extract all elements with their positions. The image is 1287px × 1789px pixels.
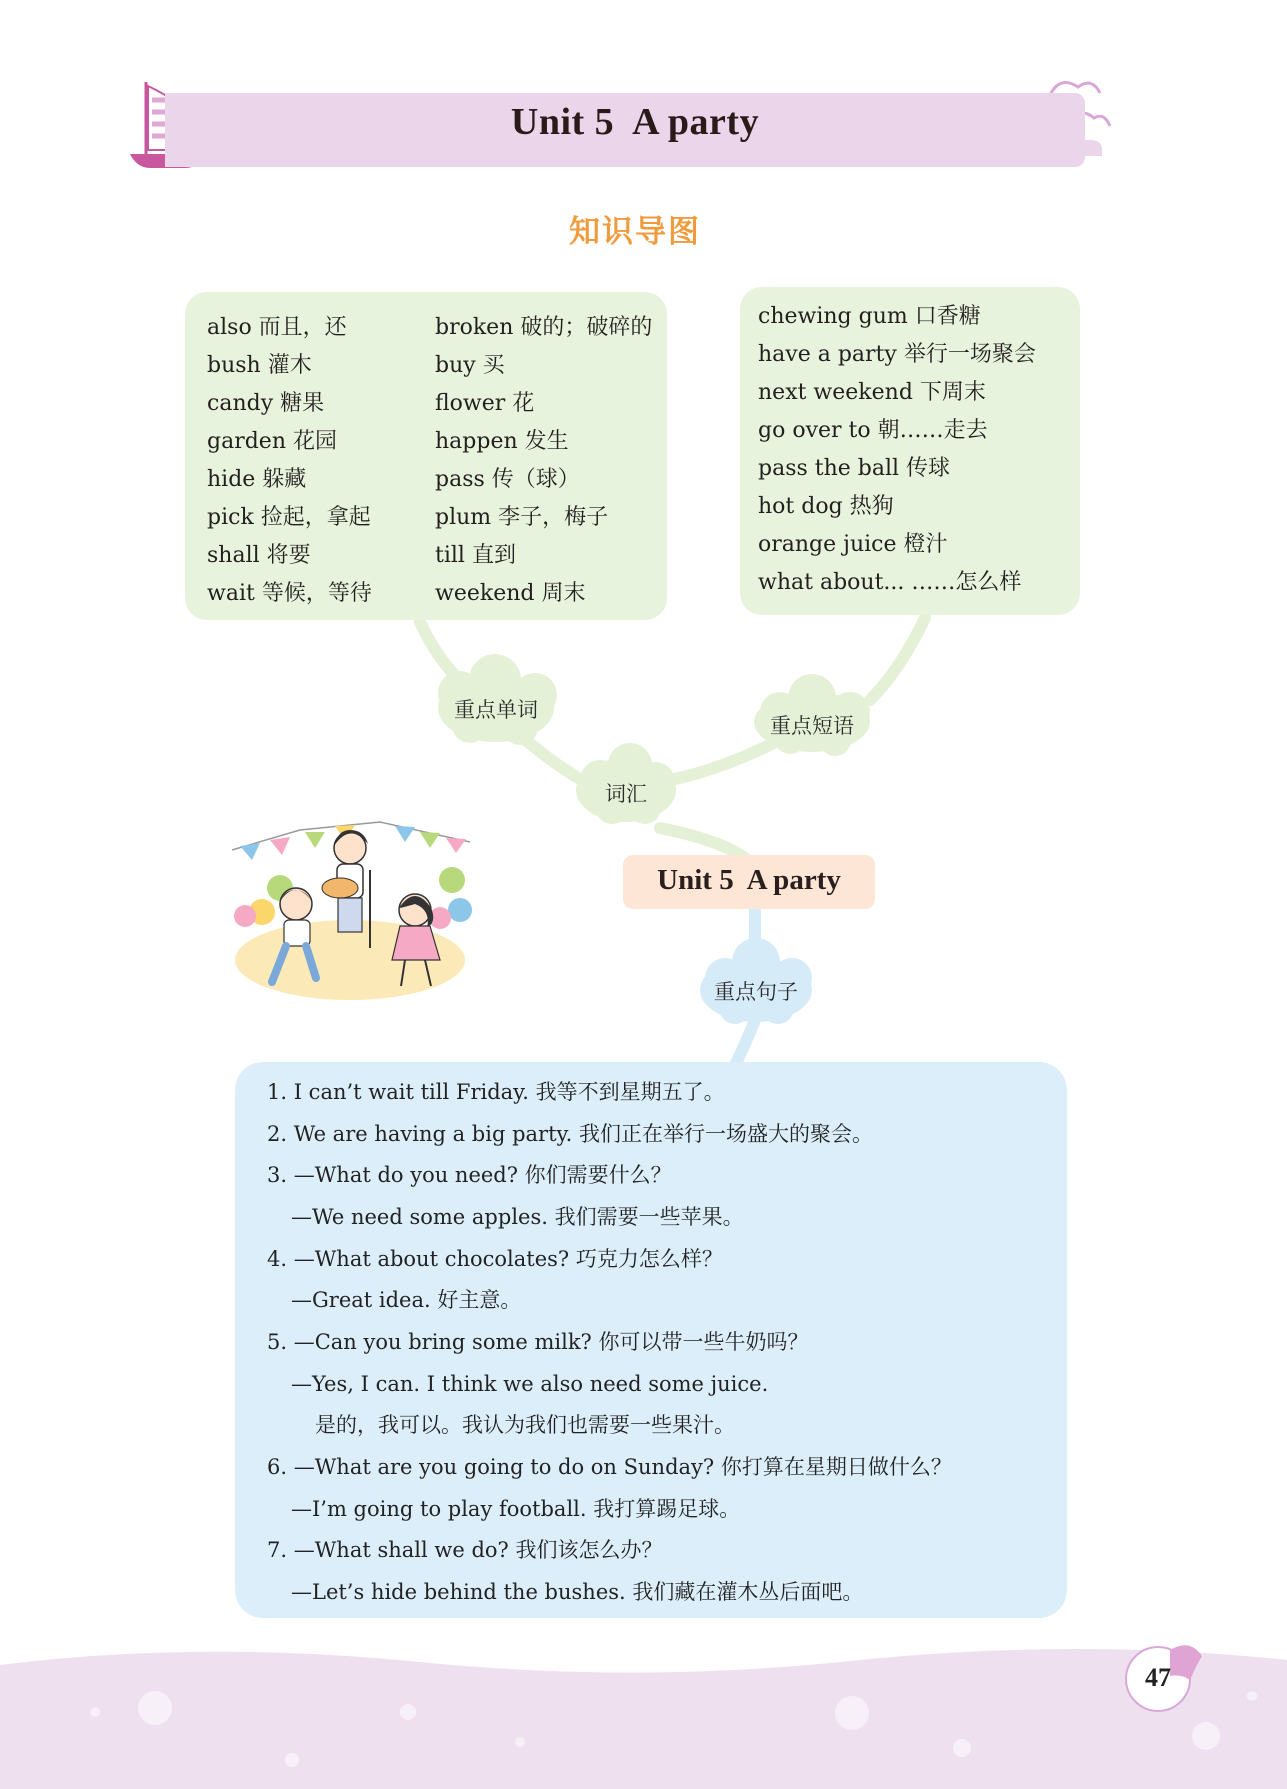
sentence-line: 5. —Can you bring some milk? 你可以带一些牛奶吗？: [267, 1330, 809, 1354]
key-words-label: 重点单词: [454, 698, 538, 722]
word-entry: pick 捡起，拿起: [207, 505, 371, 530]
key-phrases-box: [740, 287, 1080, 615]
page-number: 47: [1145, 1663, 1171, 1692]
sentence-line: —We need some apples. 我们需要一些苹果。: [291, 1205, 744, 1229]
phrase-entry: pass the ball 传球: [758, 456, 951, 481]
word-entry: bush 灌木: [207, 353, 312, 378]
key-sentences-label: 重点句子: [714, 980, 798, 1004]
phrase-entry: what about... ……怎么样: [758, 570, 1022, 595]
phrase-entry: have a party 举行一场聚会: [758, 342, 1036, 367]
word-entry: till 直到: [435, 543, 516, 568]
word-entry: flower 花: [435, 391, 535, 416]
key-sentences-box: [235, 1062, 1067, 1618]
word-entry: candy 糖果: [207, 391, 325, 416]
phrase-entry: orange juice 橙汁: [758, 532, 948, 557]
phrase-entry: next weekend 下周末: [758, 380, 986, 405]
sentence-line: —Let’s hide behind the bushes. 我们藏在灌木丛后面吧。: [291, 1580, 864, 1604]
phrase-entry: hot dog 热狗: [758, 494, 894, 519]
word-entry: also 而且，还: [207, 315, 347, 340]
word-entry: shall 将要: [207, 543, 311, 568]
word-entry: plum 李子，梅子: [435, 505, 609, 530]
sentence-line: 7. —What shall we do? 我们该怎么办？: [267, 1538, 663, 1562]
sentence-line: 4. —What about chocolates? 巧克力怎么样？: [267, 1247, 723, 1271]
word-entry: garden 花园: [207, 429, 337, 454]
section-heading: 知识导图: [569, 214, 701, 250]
sentence-line: 2. We are having a big party. 我们正在举行一场盛大的聚会。: [267, 1122, 873, 1146]
unit-title: Unit 5 A party: [510, 101, 760, 143]
word-entry: buy 买: [435, 353, 505, 378]
phrase-entry: go over to 朝……走去: [758, 418, 988, 443]
sentence-line: 6. —What are you going to do on Sunday? 你打算在星期日做什么？: [267, 1455, 952, 1479]
vocabulary-label: 词汇: [605, 782, 647, 806]
sentence-line: —Yes, I can. I think we also need some juice.: [291, 1372, 769, 1396]
word-entry: happen 发生: [435, 429, 569, 454]
center-title: Unit 5 A party: [657, 864, 841, 896]
sentence-line: —I’m going to play football. 我打算踢足球。: [291, 1497, 741, 1521]
sentence-line: 3. —What do you need? 你们需要什么？: [267, 1163, 672, 1187]
word-entry: pass 传（球）: [435, 467, 580, 492]
word-entry: weekend 周末: [435, 581, 586, 606]
key-phrases-label: 重点短语: [770, 714, 854, 738]
sentence-line: 是的，我可以。我认为我们也需要一些果汁。: [315, 1413, 735, 1437]
word-entry: hide 躲藏: [207, 467, 307, 492]
party-illustration: [232, 822, 472, 1000]
sentence-line: —Great idea. 好主意。: [291, 1288, 522, 1312]
word-entry: broken 破的；破碎的: [435, 315, 653, 340]
phrase-entry: chewing gum 口香糖: [758, 304, 981, 329]
word-entry: wait 等候，等待: [207, 581, 372, 606]
key-words-box: [185, 292, 667, 620]
sentence-line: 1. I can’t wait till Friday. 我等不到星期五了。: [267, 1080, 725, 1104]
